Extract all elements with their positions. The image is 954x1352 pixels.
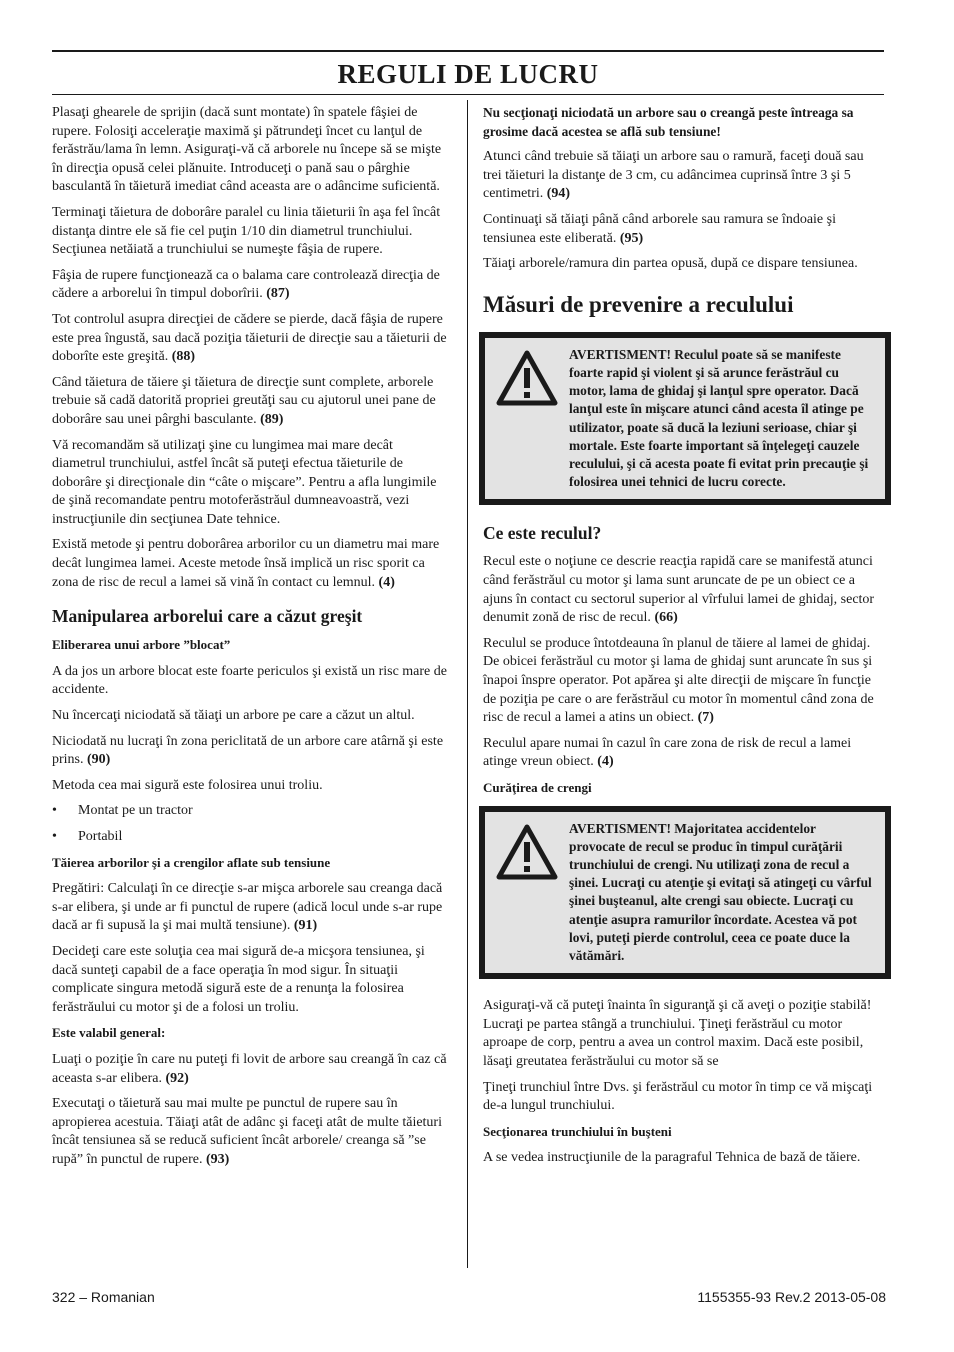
paragraph-bold: Nu secţionaţi niciodată un arbore sau o creangă peste întreaga sa grosime dacă acestea se află sub tensiune! <box>483 105 854 139</box>
figure-ref: (90) <box>87 752 111 768</box>
paragraph: Vă recomandăm să utilizaţi şine cu lungimea mai mare decât diametrul trunchiului, astfel încât să puteţi efectua tăieturile de doborâre şi direcţionale din “câte o mişcare”. Pentru a afla lungimile de şină recomandate pentru motoferăstrăul dumneavoastră, vezi instrucţiunile din secţiunea Date tehnice. <box>52 437 437 527</box>
paragraph: Atunci când trebuie să tăiaţi un arbore sau o ramură, faceţi două sau trei tăieturi la distanţe de 3 cm, cu adâncimea cuprinsă între 3 şi 5 centimetri. (94) <box>483 149 864 202</box>
paragraph: Terminaţi tăietura de doborâre paralel cu linia tăieturii în aşa fel încât distanţa dintre ele să fie cel puţin 1/10 din diametrul trunchiului. Secţiunea netăiată a trunchiului se numeşte fâşia de rupere. <box>52 204 441 258</box>
figure-ref: (4) <box>378 574 395 590</box>
figure-ref: (91) <box>293 918 318 934</box>
paragraph: Recul este o noţiune ce descrie reacţia rapidă care se manifestă atunci când ferăstrăul cu motor şi lama sunt aruncate de pe un obiect ce a ajuns în contact cu sectorul superior al vîrfului lamei de ghidaj, sector denumit zonă de risc de recul. (66) <box>483 554 875 626</box>
paragraph: Tăiaţi arborele/ramura din partea opusă, după ce dispare tensiunea. <box>483 256 858 272</box>
paragraph: Pregătiri: Calculaţi în ce direcţie s-ar mişca arborele sau creanga dacă s-ar elibera, şi unde ar fi punctul de rupere (adică locul unde s-ar rupe dacă ar fi supusă la şi mai multă tensiune). (91) <box>52 881 443 934</box>
warning-triangle-icon <box>485 820 569 966</box>
paragraph: A da jos un arbore blocat este foarte periculos şi există un risc mare de accidente. <box>52 663 447 698</box>
figure-ref: (93) <box>205 1151 230 1167</box>
paragraph: Plasaţi ghearele de sprijin (dacă sunt montate) în spatele fâşiei de rupere. Folosiţi acceleraţie maximă şi pătrundeţi încet cu lanţul de ferăstrău/lama în lemn. Asiguraţi-vă că arborele nu începe să se mişte în direcţia opusă celei plănuite. Introduceţi o pană sau o pârghie basculantă în tăietură imediat când aceasta are o adâncime suficientă. <box>52 105 442 195</box>
figure-ref: (87) <box>266 286 290 302</box>
column-divider <box>467 100 468 1268</box>
paragraph: Executaţi o tăietură sau mai multe pe punctul de rupere sau în apropierea acestuia. Tăiaţi atât de adânc şi faceţi atât de multe tăieturi încât tensiunea să se reducă suficient încât arborele/ creanga să ”se rupă” în punctul de rupere. (93) <box>52 1096 442 1167</box>
figure-ref: (94) <box>546 186 571 202</box>
section-heading-manipulare: Manipularea arborelui care a căzut greşit <box>52 606 363 627</box>
paragraph: Tot controlul asupra direcţiei de cădere se pierde, dacă fâşia de rupere este prea îngustă, sau dacă poziţia tăieturii de direcţie sau a tăieturii de doborîte este greşită. (88) <box>52 311 447 365</box>
subheading-sectionarea: Secţionarea trunchiului în buşteni <box>483 1123 672 1139</box>
subheading-general: Este valabil general: <box>52 1025 166 1041</box>
figure-ref: (4) <box>597 754 614 770</box>
figure-ref: (89) <box>260 411 284 427</box>
right-column <box>483 104 883 1175</box>
paragraph: Reculul se produce întotdeauna în planul de tăiere al lamei de ghidaj. De obicei ferăstrăul cu motor şi lama de ghidaj sunt aruncate în sus şi înapoi înspre operator. Pot apărea şi alte direcţii de mişcare în funcţie de poziţia pe care o are ferăstrăul cu motor în momentul când zona de risc de recul a lamei a atins un obiect. (7) <box>483 635 874 726</box>
footer-page-number: 322 – Romanian <box>52 1289 155 1305</box>
paragraph: Decideţi care este soluţia cea mai sigură de-a micşora tensiunea, şi dacă sunteţi capabil de a face operaţia în mod sigur. În situaţii complicate singura metodă sigură este de a renunţa la folosirea ferăstrăului cu motor şi de a folosi un troliu. <box>52 943 425 1015</box>
warning-triangle-icon <box>485 346 569 492</box>
paragraph: Reculul apare numai în cazul în care zona de risk de recul a lamei atinge vreun obiect. (4) <box>483 735 852 770</box>
figure-ref: (95) <box>619 230 644 246</box>
list-item: • Portabil <box>52 828 450 847</box>
paragraph: Asiguraţi-vă că puteţi înainta în siguranţă şi că aveţi o poziţie stabilă! Lucraţi pe partea stângă a trunchiului. Ţineţi ferăstrăul cu motor aproape de corp, pentru a avea un control maxim. Dacă este posibil, lăsaţi greutatea ferăstrăului cu motor să se <box>483 998 872 1069</box>
warning-text: AVERTISMENT! Majoritatea accidentelor provocate de recul se produc în timpul curăţării trunchiului de crengi. Nu utilizaţi zona de recul a şinei. Lucraţi cu atenţie şi evitaţi să atingeţi cu vârful şinei buşteanul, alte crengi sau obiecte. Lucraţi cu atenţie asupra ramurilor încordate. Acestea vă pot lovi, puteţi pierde controlul, ceea ce poate duce la vătămări. <box>569 820 872 963</box>
list-item: • Montat pe un tractor <box>52 802 450 821</box>
figure-ref: (7) <box>697 710 714 726</box>
paragraph: Metoda cea mai sigură este folosirea unui troliu. <box>52 777 323 793</box>
warning-box <box>479 332 891 506</box>
warning-box <box>479 806 891 980</box>
paragraph: A se vedea instrucţiunile de la paragraful Tehnica de bază de tăiere. <box>483 1150 861 1166</box>
figure-ref: (92) <box>165 1070 189 1086</box>
footer-doc-id: 1155355-93 Rev.2 2013-05-08 <box>697 1289 886 1305</box>
bullet-mark: • <box>52 803 57 819</box>
figure-ref: (88) <box>171 349 196 365</box>
paragraph: Ţineţi trunchiul între Dvs. şi ferăstrăul cu motor în timp ce vă mişcaţi de-a lungul trunchiului. <box>483 1079 873 1114</box>
paragraph: Luaţi o poziţie în care nu puteţi fi lovit de arbore sau creangă în caz că aceasta s-ar elibera. (92) <box>52 1051 447 1086</box>
bullet-mark: • <box>52 829 57 844</box>
section-heading-ce-este: Ce este reculul? <box>483 523 602 544</box>
warning-text: AVERTISMENT! Reculul poate să se manifeste foarte rapid şi violent şi să arunce ferăstrăul cu motor, lama de ghidaj şi lanţul spre operator. Dacă lanţul este în mişcare atunci când acesta îl atinge pe utilizator, poate să ducă la leziuni serioase, chiar şi mortale. Este foarte important să înţelegeţi cauzele reculului, şi că acesta poate fi evitat prin precauţie şi folosirea unei tehnici de lucru corecte. <box>569 346 869 490</box>
subheading-curatirea: Curăţirea de crengi <box>483 779 592 795</box>
top-rule <box>52 50 884 52</box>
left-column <box>52 104 450 1177</box>
subheading-tensiune: Tăierea arborilor şi a crengilor aflate sub tensiune <box>52 854 331 870</box>
paragraph: Niciodată nu lucraţi în zona periclitată de un arbore care atârnă şi este prins. (90) <box>52 733 444 768</box>
subheading-blocat: Eliberarea unui arbore ”blocat” <box>52 637 231 653</box>
paragraph: Când tăietura de tăiere şi tăietura de direcţie sunt complete, arborele trebuie să cadă datorită propriei greutăţi sau cu ajutorul unei pane de doborâre sau unei pârghi basculante. (89) <box>52 374 436 427</box>
paragraph: Fâşia de rupere funcţionează ca o balama care controlează direcţia de cădere a arborelui în timpul doborîrii. (87) <box>52 267 440 302</box>
paragraph: Nu încercaţi niciodată să tăiaţi un arbore pe care a căzut un altul. <box>52 708 415 724</box>
paragraph: Există metode şi pentru doborârea arborilor cu un diametru mai mare decât lungimea lamei. Aceste metode însă implică un risc sporit ca zona de risc de recul a lamei să vină în contact cu lemnul. (4) <box>52 537 440 590</box>
section-heading-masuri: Măsuri de prevenire a reculului <box>483 291 794 317</box>
title-rule <box>52 94 884 95</box>
paragraph: Continuaţi să tăiaţi până când arborele sau ramura se îndoaie şi tensiunea este eliberată. (95) <box>483 211 836 246</box>
figure-ref: (66) <box>654 610 678 626</box>
page-title: REGULI DE LUCRU <box>337 59 599 89</box>
